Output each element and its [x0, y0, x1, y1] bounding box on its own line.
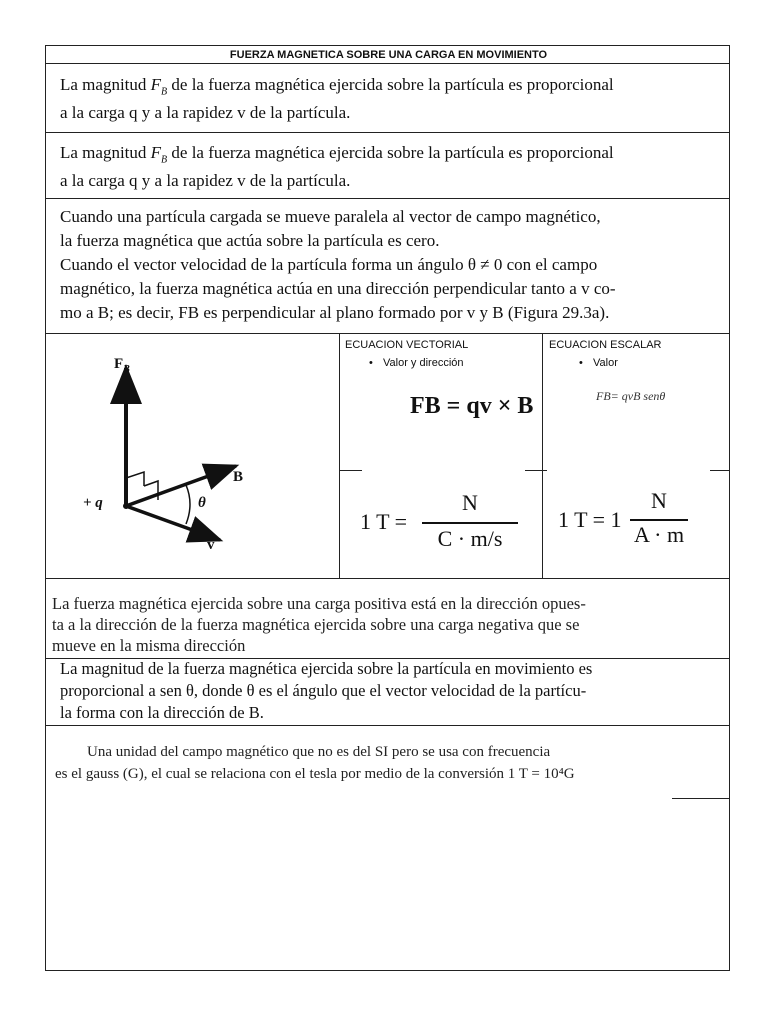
- label-theta: θ: [198, 495, 206, 511]
- theta-arc: [186, 485, 190, 524]
- escalar-bullet: • Valor: [593, 357, 618, 369]
- vectorial-heading: ECUACION VECTORIAL: [345, 339, 469, 351]
- label-q: + q: [83, 495, 103, 511]
- divider: [525, 470, 547, 471]
- divider: [672, 798, 730, 799]
- paragraph-magnitud-2: La magnitud $F_B$ de la fuerza magnética ejercida sobre la partícula es proporcional a la carga q y a la rapidez v de la partícula.: [60, 143, 614, 191]
- divider: [45, 198, 730, 199]
- charge-point: [123, 503, 129, 509]
- vectorial-bullet: • Valor y dirección: [383, 357, 464, 369]
- divider: [45, 725, 730, 726]
- v-vector: [126, 506, 220, 540]
- column-divider: [542, 333, 543, 578]
- page-title: FUERZA MAGNETICA SOBRE UNA CARGA EN MOVIMIENTO: [229, 49, 548, 61]
- paragraph-sen-theta: La magnitud de la fuerza magnética ejercida sobre la partícula en movimiento es proporcional a sen θ, donde θ es el ángulo que el vector velocidad de la partícu- la forma con la dirección de B.: [60, 659, 593, 722]
- force-vector-diagram: [60, 340, 330, 570]
- right-angle-mark: [126, 472, 144, 486]
- divider: [710, 470, 730, 471]
- paragraph-opposite-direction: La fuerza magnética ejercida sobre una carga positiva está en la dirección opues- ta a la dirección de la fuerza magnética ejercida sobre una carga negativa que se mueve en la misma dirección: [52, 594, 586, 655]
- divider: [340, 470, 362, 471]
- vectorial-formula: FB = qv × B: [410, 393, 534, 419]
- divider: [45, 63, 730, 64]
- tesla-unit-escalar: 1 T = 1 N A · m: [558, 488, 728, 558]
- divider: [45, 333, 730, 334]
- label-v: v: [207, 537, 215, 553]
- paragraph-magnitud-1: La magnitud $F_B$ de la fuerza magnética ejercida sobre la partícula es proporcional a la carga q y a la rapidez v de la partícula.: [60, 75, 614, 123]
- divider: [45, 132, 730, 133]
- escalar-heading: ECUACION ESCALAR: [549, 339, 662, 351]
- column-divider: [339, 333, 340, 578]
- label-fb: $F_B$: [114, 356, 130, 375]
- escalar-formula: FB= qvB senθ: [596, 389, 666, 403]
- label-b: B: [233, 469, 244, 485]
- paragraph-gauss: Una unidad del campo magnético que no es del SI pero se usa con frecuencia es el gauss (G), el cual se relaciona con el tesla por medio de la conversión 1 T = 10⁴G: [55, 744, 575, 782]
- paragraph-direction: Cuando una partícula cargada se mueve paralela al vector de campo magnético, la fuerza magnética que actúa sobre la partícula es cero. Cuando el vector velocidad de la partícula forma un ángulo θ ≠ 0 con el campo magnético, la fuerza magnética actúa en una dirección perpendicular tanto a v co- mo a B; es decir, FB es perpendicular al plano formado por v y B (Figura 29.3a).: [60, 207, 616, 322]
- divider: [45, 578, 730, 579]
- tesla-unit-vectorial: 1 T = N C · m/s: [360, 490, 540, 560]
